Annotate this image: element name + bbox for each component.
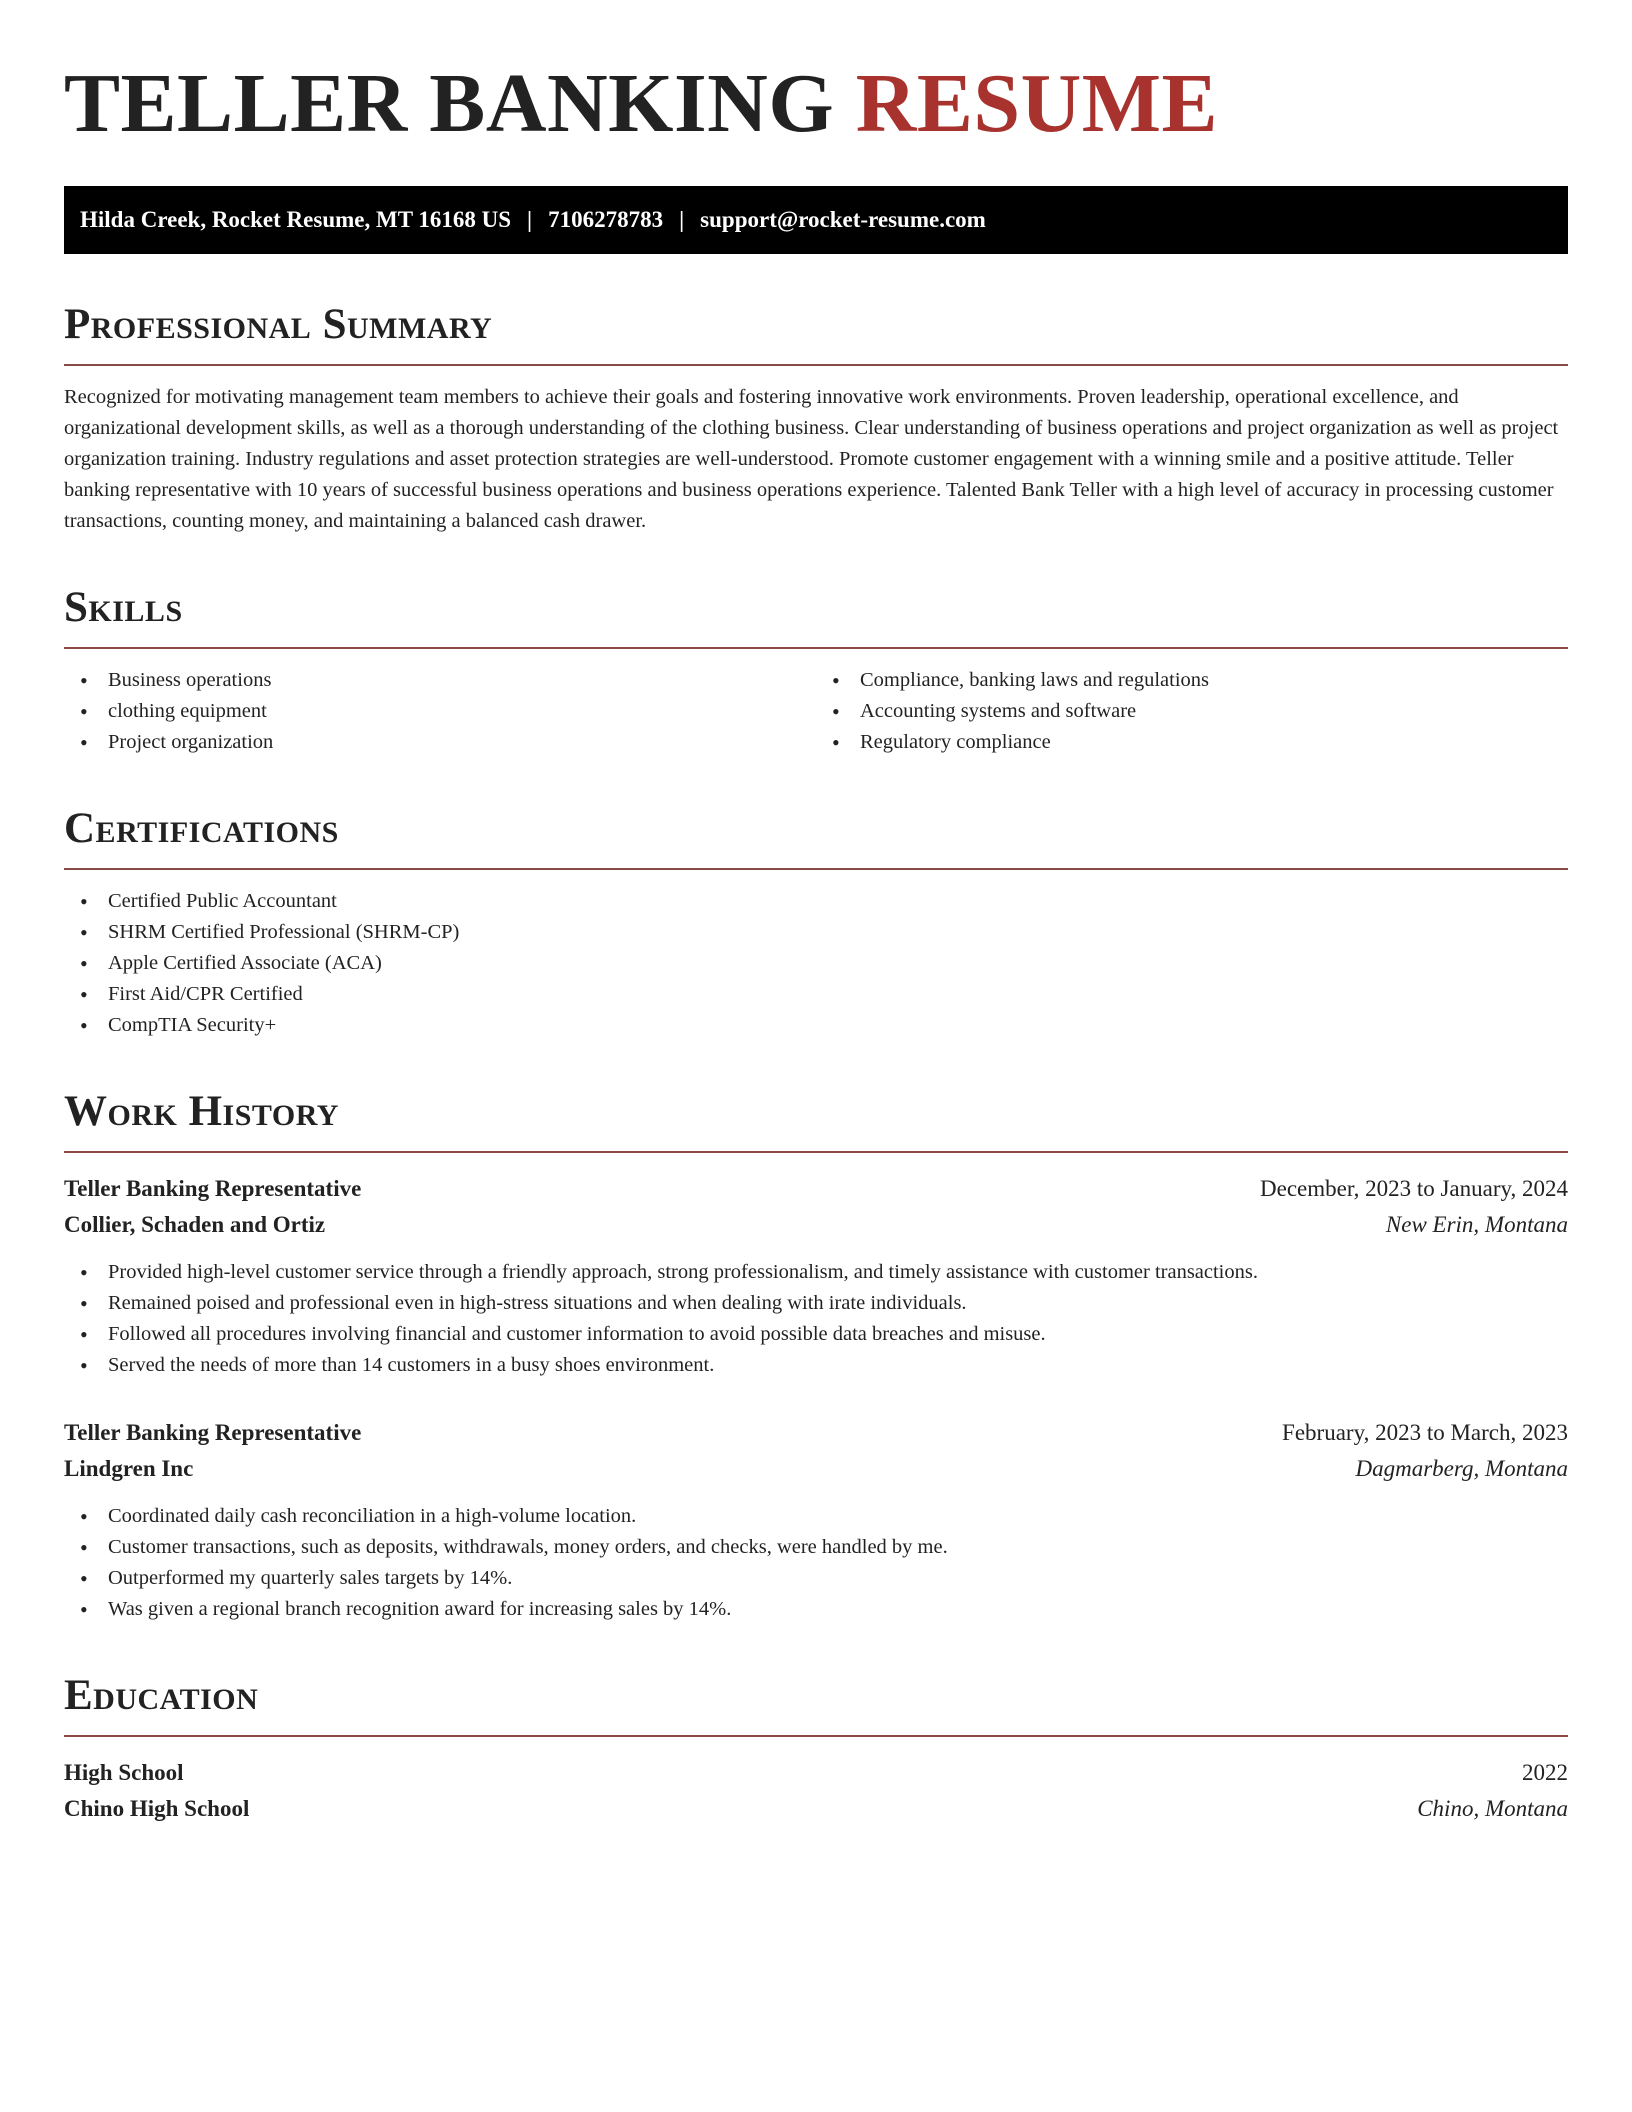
skills-grid <box>64 649 1568 758</box>
education-school-row <box>64 1791 1568 1827</box>
section-divider <box>64 1735 1568 1737</box>
title-accent: RESUME <box>855 57 1219 150</box>
summary-section <box>64 300 1568 537</box>
education-school: Chino High School <box>64 1796 250 1821</box>
job-bullet: • Outperformed my quarterly sales targets by 14%. <box>64 1563 1568 1594</box>
certification-item: • Certified Public Accountant <box>64 886 1568 917</box>
job-bullets <box>64 1257 1568 1381</box>
job-dates: December, 2023 to January, 2024 <box>1260 1176 1568 1201</box>
job-entry <box>64 1415 1568 1625</box>
job-bullet: • Served the needs of more than 14 customers in a busy shoes environment. <box>64 1350 1568 1381</box>
job-dates: February, 2023 to March, 2023 <box>1282 1420 1568 1445</box>
job-header-row <box>64 1171 1568 1207</box>
job-company-row <box>64 1207 1568 1243</box>
education-location: Chino, Montana <box>1417 1796 1568 1821</box>
section-heading-education: Education <box>64 1672 259 1719</box>
skill-item: • Regulatory compliance <box>816 727 1568 758</box>
job-bullet: • Followed all procedures involving financial and customer information to avoid possible data breaches and misuse. <box>64 1319 1568 1350</box>
skill-item: • Business operations <box>64 665 816 696</box>
title-main: TELLER BANKING <box>64 57 835 150</box>
job-company-row <box>64 1451 1568 1487</box>
section-divider <box>64 364 1568 366</box>
education-year: 2022 <box>1522 1760 1568 1785</box>
certifications-section <box>64 804 1568 1041</box>
education-degree: High School <box>64 1760 184 1785</box>
job-bullets <box>64 1501 1568 1625</box>
certification-item: • First Aid/CPR Certified <box>64 979 1568 1010</box>
skill-item: • Accounting systems and software <box>816 696 1568 727</box>
work-history-section <box>64 1087 1568 1625</box>
job-bullet: • Customer transactions, such as deposits, withdrawals, money orders, and checks, were handled by me. <box>64 1532 1568 1563</box>
skill-item: • Project organization <box>64 727 816 758</box>
contact-separator: | <box>679 207 685 232</box>
summary-text: Recognized for motivating management team members to achieve their goals and fostering innovative work environments. Proven leadership, operational excellence, and organizational development skills, as well as a thorough understanding of the clothing business. Clear understanding of business operations and project organization as well as project organization training. Industry regulations and asset protection strategies are well-understood. Promote customer engagement with a winning smile and a positive attitude. Teller banking representative with 10 years of successful business operations and business operations experience. Talented Bank Teller with a high level of accuracy in processing customer transactions, counting money, and maintaining a balanced cash drawer. <box>64 386 1559 532</box>
job-title: Teller Banking Representative <box>64 1176 362 1201</box>
certification-item: • CompTIA Security+ <box>64 1010 1568 1041</box>
section-heading-certifications: Certifications <box>64 805 339 852</box>
job-location: New Erin, Montana <box>1385 1212 1568 1237</box>
job-bullet: • Was given a regional branch recognition award for increasing sales by 14%. <box>64 1594 1568 1625</box>
job-title: Teller Banking Representative <box>64 1420 362 1445</box>
resume-title <box>64 56 1568 152</box>
job-entry <box>64 1171 1568 1381</box>
job-bullet: • Provided high-level customer service through a friendly approach, strong professionalism, and timely assistance with customer transactions. <box>64 1257 1568 1288</box>
contact-address: Hilda Creek, Rocket Resume, MT 16168 US <box>80 207 512 232</box>
contact-bar <box>64 186 1568 254</box>
contact-separator: | <box>527 207 533 232</box>
job-bullet: • Remained poised and professional even in high-stress situations and when dealing with irate individuals. <box>64 1288 1568 1319</box>
section-heading-skills: Skills <box>64 584 183 631</box>
education-entry <box>64 1755 1568 1827</box>
section-heading-work-history: Work History <box>64 1088 339 1135</box>
education-section <box>64 1671 1568 1827</box>
contact-phone: 7106278783 <box>548 207 664 232</box>
education-degree-row <box>64 1755 1568 1791</box>
section-divider <box>64 1151 1568 1153</box>
certifications-list <box>64 886 1568 1041</box>
certification-item: • SHRM Certified Professional (SHRM-CP) <box>64 917 1568 948</box>
skills-list-right <box>816 665 1568 758</box>
job-bullet: • Coordinated daily cash reconciliation in a high-volume location. <box>64 1501 1568 1532</box>
skills-list-left <box>64 665 816 758</box>
job-location: Dagmarberg, Montana <box>1355 1456 1568 1481</box>
section-divider <box>64 868 1568 870</box>
job-company: Collier, Schaden and Ortiz <box>64 1212 326 1237</box>
certification-item: • Apple Certified Associate (ACA) <box>64 948 1568 979</box>
section-heading-summary: Professional Summary <box>64 301 493 348</box>
skills-section <box>64 583 1568 758</box>
job-header-row <box>64 1415 1568 1451</box>
job-company: Lindgren Inc <box>64 1456 194 1481</box>
skill-item: • Compliance, banking laws and regulations <box>816 665 1568 696</box>
contact-email: support@rocket-resume.com <box>700 207 986 232</box>
skill-item: • clothing equipment <box>64 696 816 727</box>
